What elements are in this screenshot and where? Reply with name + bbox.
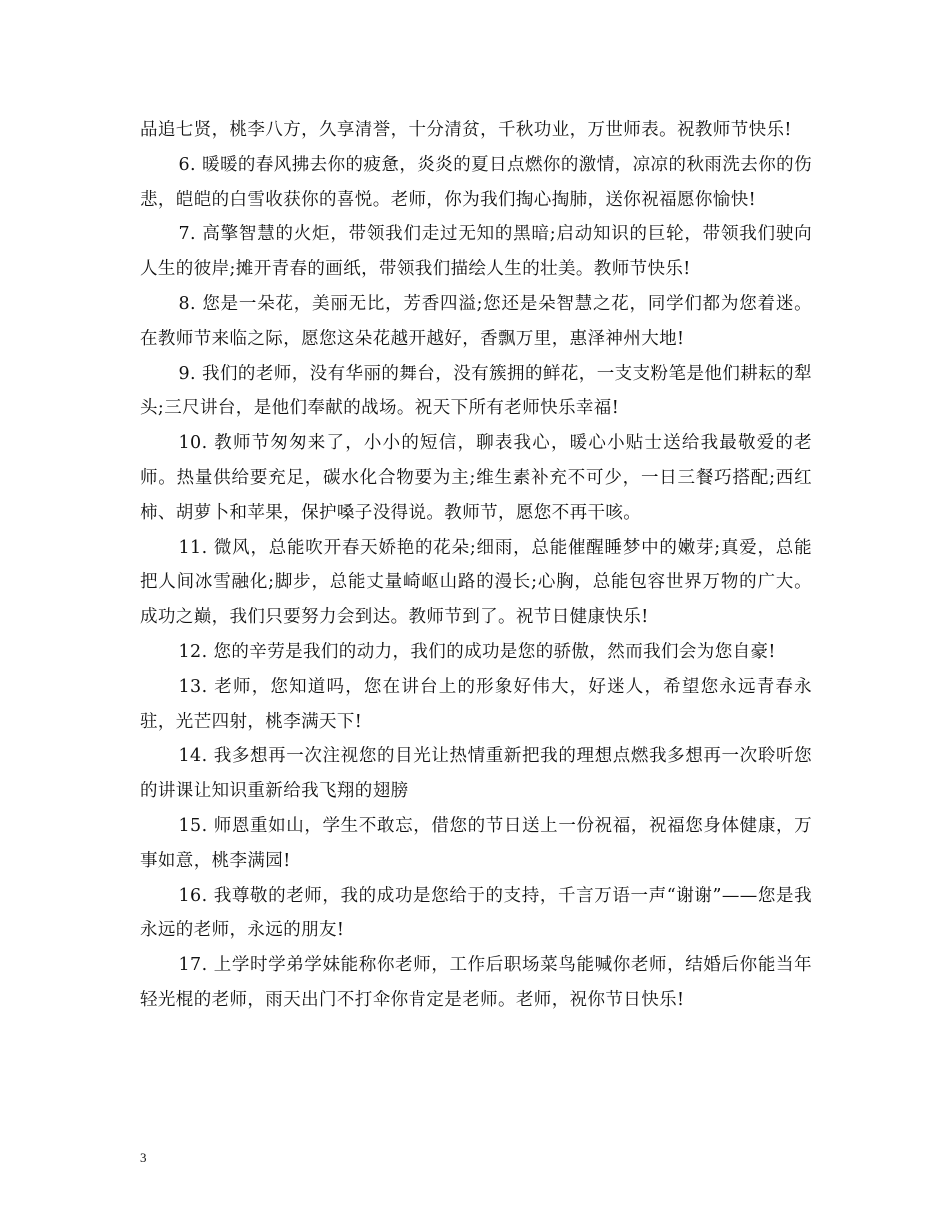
paragraph-7: 7. 高擎智慧的火炬，带领我们走过无知的黑暗;启动知识的巨轮，带领我们驶向人生的彼岸;摊开青春的画纸，带领我们描绘人生的壮美。教师节快乐! bbox=[140, 224, 812, 280]
paragraph-10: 10. 教师节匆匆来了，小小的短信，聊表我心，暖心小贴士送给我最敬爱的老师。热量供给要充足，碳水化合物要为主;维生素补充不可少，一日三餐巧搭配;西红柿、胡萝卜和苹果，保护嗓子没得说。教师节，愿您不再干咳。 bbox=[140, 433, 812, 523]
paragraph-17: 17. 上学时学弟学妹能称你老师，工作后职场菜鸟能喊你老师，结婚后你能当年轻光棍的老师，雨天出门不打伞你肯定是老师。老师，祝你节日快乐! bbox=[140, 955, 812, 1010]
paragraph-6: 6. 暖暖的春风拂去你的疲惫，炎炎的夏日点燃你的激情，凉凉的秋雨洗去你的伤悲，皑皑的白雪收获你的喜悦。老师，你为我们掏心掏肺，送你祝福愿你愉快! bbox=[140, 154, 812, 210]
paragraph-16: 16. 我尊敬的老师，我的成功是您给于的支持，千言万语一声“谢谢”——您是我永远的老师，永远的朋友! bbox=[140, 885, 812, 941]
paragraph-14: 14. 我多想再一次注视您的目光让热情重新把我的理想点燃我多想再一次聆听您的讲课让知识重新给我飞翔的翅膀 bbox=[140, 746, 812, 802]
paragraph-15: 15. 师恩重如山，学生不敢忘，借您的节日送上一份祝福，祝福您身体健康，万事如意，桃李满园! bbox=[140, 815, 812, 871]
paragraph-9: 9. 我们的老师，没有华丽的舞台，没有簇拥的鲜花，一支支粉笔是他们耕耘的犁头;三尺讲台，是他们奉献的战场。祝天下所有老师快乐幸福! bbox=[140, 363, 812, 419]
paragraph-12: 12. 您的辛劳是我们的动力，我们的成功是您的骄傲，然而我们会为您自豪! bbox=[178, 641, 776, 662]
page-number: 3 bbox=[140, 1150, 147, 1165]
paragraph-13: 13. 老师，您知道吗，您在讲台上的形象好伟大，好迷人，希望您永远青春永驻，光芒四射，桃李满天下! bbox=[140, 676, 812, 732]
paragraph-11: 11. 微风，总能吹开春天娇艳的花朵;细雨，总能催醒睡梦中的嫩芽;真爱，总能把人间冰雪融化;脚步，总能丈量崎岖山路的漫长;心胸，总能包容世界万物的广大。成功之巅，我们只要努力会到达。教师节到了。祝节日健康快乐! bbox=[140, 537, 812, 628]
paragraph-continued: 品追七贤，桃李八方，久享清誉，十分清贫，千秋功业，万世师表。祝教师节快乐! bbox=[140, 120, 792, 140]
document-body bbox=[140, 113, 812, 1018]
paragraph-8: 8. 您是一朵花，美丽无比，芳香四溢;您还是朵智慧之花，同学们都为您着迷。在教师节来临之际，愿您这朵花越开越好，香飘万里，惠泽神州大地! bbox=[140, 293, 812, 349]
